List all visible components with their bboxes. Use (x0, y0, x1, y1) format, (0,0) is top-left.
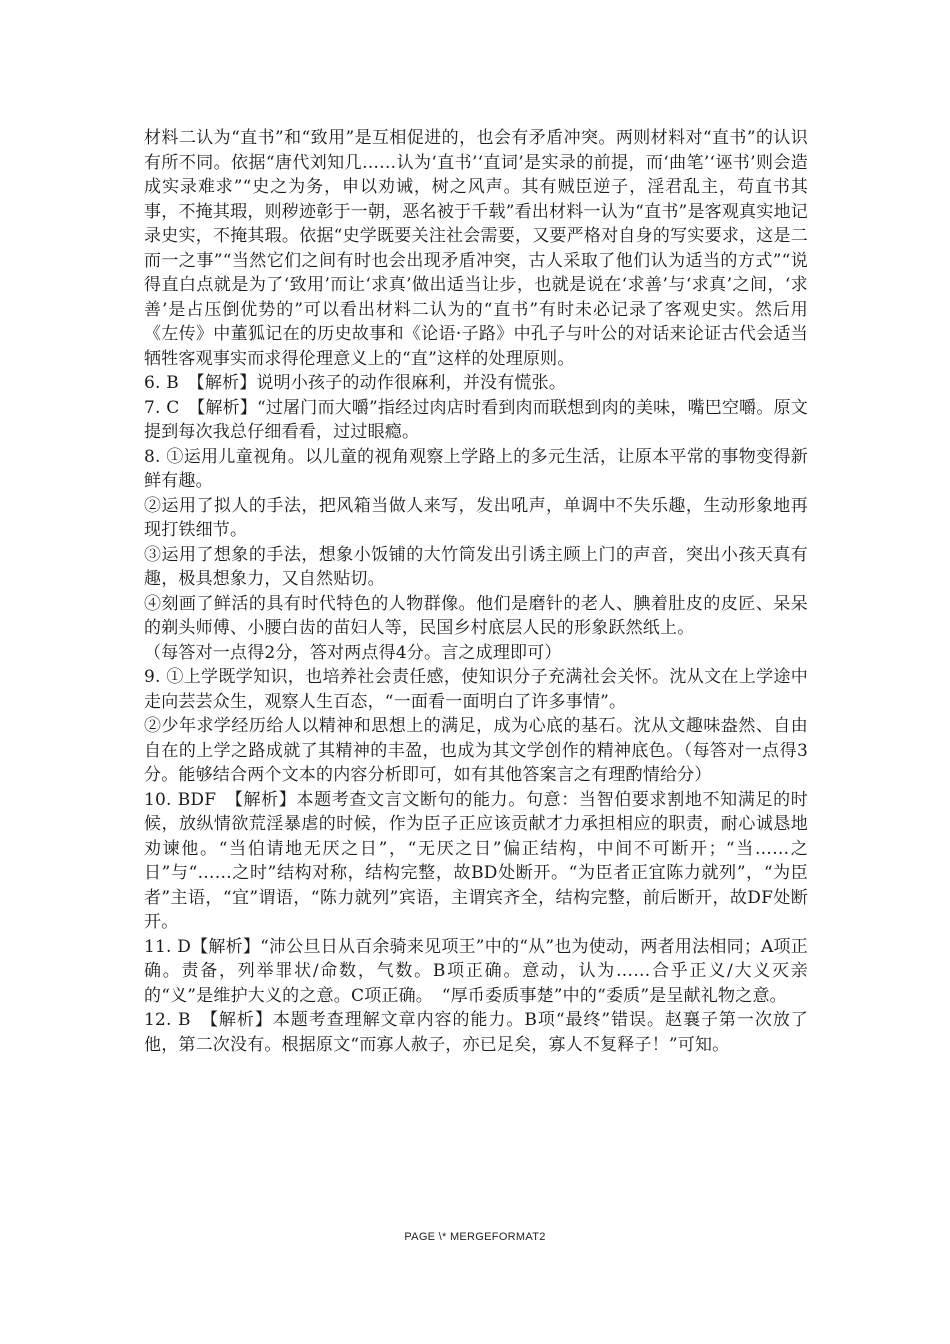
answer-8-point-1: 8. ①运用儿童视角。以儿童的视角观察上学路上的多元生活，让原本平常的事物变得新鲜有趣。 (144, 446, 808, 491)
answer-9-point-1: 9. ①上学既学知识，也培养社会责任感，使知识分子充满社会关怀。沈从文在上学途中走向芸芸众生，观察人生百态，“一面看一面明白了许多事情”。 (144, 667, 808, 712)
answer-8-point-2: ②运用了拟人的手法，把风箱当做人来写，发出吼声，单调中不失乐趣，生动形象地再现打铁细节。 (144, 495, 808, 540)
answer-9-point-2: ②少年求学经历给人以精神和思想上的满足，成为心底的基石。沈从文趣味盎然、自由自在的上学之路成就了其精神的丰盈，也成为其文学创作的精神底色。（每答对一点得3分。能够结合两个文本的内容分析即可，如有其他答案言之有理酌情给分） (144, 716, 808, 785)
answer-6: 6. B 【解析】说明小孩子的动作很麻利，并没有慌张。 (144, 373, 567, 393)
answer-7: 7. C 【解析】“过屠门而大嚼”指经过肉店时看到肉而联想到肉的美味，嘴巴空嚼。原文提到每次我总仔细看看，过过眼瘾。 (144, 397, 808, 442)
answer-8-point-4: ④刻画了鲜活的具有时代特色的人物群像。他们是磨针的老人、腆着肚皮的皮匠、呆呆的剃头师傅、小腰白齿的苗妇人等，民国乡村底层人民的形象跃然纸上。 (144, 593, 808, 638)
answer-8-point-3: ③运用了想象的手法，想象小饭铺的大竹筒发出引诱主顾上门的声音，突出小孩天真有趣，极具想象力，又自然贴切。 (144, 544, 808, 589)
answer-12: 12. B 【解析】本题考查理解文章内容的能力。B项“最终”错误。赵襄子第一次放了他，第二次没有。根据原文“而寡人赦子，亦已足矣，寡人不复释子！”可知。 (144, 1010, 808, 1055)
paragraph-material-analysis: 材料二认为“直书”和“致用”是互相促进的，也会有矛盾冲突。两则材料对“直书”的认识有所不同。依据“唐代刘知几……认为‘直书’‘直词’是实录的前提，而‘曲笔’‘诬书’则会造成实录难求”“史之为务，申以劝诫，树之风声。其有贼臣逆子，淫君乱主，苟直书其事，不掩其瑕，则秽迹彰于一朝，恶名被于千载”看出材料一认为“直书”是客观真实地记录史实，不掩其瑕。依据“史学既要关注社会需要，又要严格对自身的写实要求，这是二而一之事”“当然它们之间有时也会出现矛盾冲突，古人采取了他们认为适当的方式”“说得直白点就是为了‘致用’而让‘求真’做出适当让步，也就是说在‘求善’与‘求真’之间，‘求善’是占压倒优势的”可以看出材料二认为的“直书”有时未必记录了客观史实。然后用《左传》中董狐记在的历史故事和《论语·子路》中孔子与叶公的对话来论证古代会适当牺牲客观事实而求得伦理意义上的“直”这样的处理原则。 (144, 128, 808, 369)
answer-11: 11. D【解析】“沛公旦日从百余骑来见项王”中的“从”也为使动，两者用法相同；A项正确。责备，列举罪状/命数，气数。B项正确。意动，认为……合乎正义/大义灭亲的“义”是维护大义的之意。C项正确。 “厚币委质事楚”中的“委质”是呈献礼物之意。 (144, 936, 808, 1006)
document-body (144, 126, 808, 1057)
answer-10: 10. BDF 【解析】本题考查文言文断句的能力。句意：当智伯要求割地不知满足的时候，放纵情欲荒淫暴虐的时候，作为臣子正应该贡献才力承担相应的职责，耐心诚恳地劝谏他。“当伯请地无厌之日”，“无厌之日”偏正结构，中间不可断开；“当……之日”与“……之时”结构对称，结构完整，故BD处断开。“为臣者正宜陈力就列”，“为臣者”主语，“宜”谓语，“陈力就列”宾语，主谓宾齐全，结构完整，前后断开，故DF处断开。 (144, 789, 808, 932)
answer-8-scoring-note: （每答对一点得2分，答对两点得4分。言之成理即可） (144, 642, 562, 663)
page-footer: PAGE \* MERGEFORMAT2 (404, 1231, 546, 1243)
